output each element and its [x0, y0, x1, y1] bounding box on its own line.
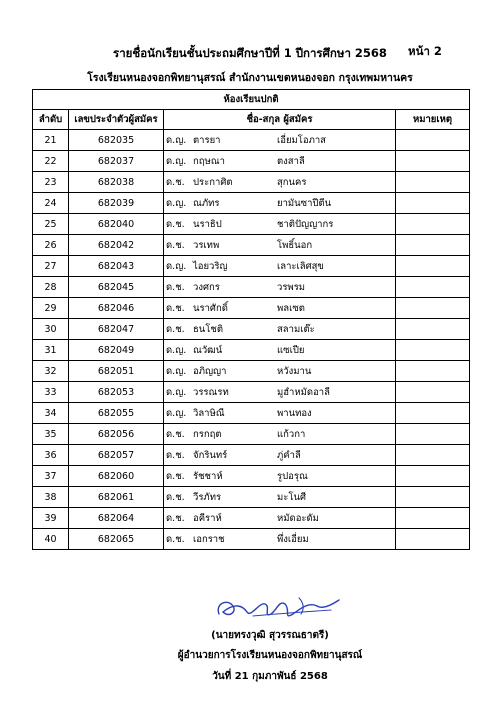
name-cell — [164, 403, 396, 424]
name-cell — [164, 340, 396, 361]
applicant-id-cell: 682060 — [69, 466, 164, 487]
first-name: นราศักดิ์ — [193, 302, 228, 314]
last-name: พึ่งเอี่ยม — [277, 533, 309, 545]
name-cell — [164, 445, 396, 466]
name-prefix: ด.ญ. — [166, 197, 187, 209]
name-cell — [164, 172, 396, 193]
order-cell: 29 — [33, 298, 69, 319]
applicant-id-cell: 682035 — [69, 130, 164, 151]
order-cell: 24 — [33, 193, 69, 214]
first-name: กฤษณา — [193, 155, 225, 167]
note-cell — [396, 319, 470, 340]
name-prefix: ด.ญ. — [166, 344, 187, 356]
col-header-applicant-id: เลขประจำตัวผู้สมัคร — [69, 110, 164, 130]
order-cell: 40 — [33, 529, 69, 550]
name-cell — [164, 424, 396, 445]
signature-date: วันที่ 21 กุมภาพันธ์ 2568 — [212, 671, 328, 682]
last-name: พานทอง — [277, 407, 312, 419]
col-header-name: ชื่อ-สกุล ผู้สมัคร — [164, 110, 396, 130]
applicant-id-cell: 682065 — [69, 529, 164, 550]
last-name: สุกนคร — [277, 176, 307, 188]
name-prefix: ด.ช. — [166, 470, 185, 482]
applicant-id-cell: 682038 — [69, 172, 164, 193]
note-cell — [396, 235, 470, 256]
name-prefix: ด.ช. — [166, 449, 185, 461]
last-name: ภู่คำลี — [277, 449, 301, 461]
first-name: ณวัฒน์ — [193, 344, 223, 356]
last-name: เลาะเลิศสุข — [277, 260, 324, 272]
applicant-id-cell: 682049 — [69, 340, 164, 361]
last-name: แก้วกา — [277, 428, 306, 440]
name-prefix: ด.ญ. — [166, 386, 187, 398]
name-prefix: ด.ญ. — [166, 134, 187, 146]
first-name: เอกราช — [193, 533, 225, 545]
applicant-id-cell: 682051 — [69, 361, 164, 382]
applicant-id-cell: 682039 — [69, 193, 164, 214]
name-prefix: ด.ช. — [166, 491, 185, 503]
first-name: วรรณรท — [193, 386, 229, 398]
note-cell — [396, 298, 470, 319]
order-cell: 31 — [33, 340, 69, 361]
applicant-id-cell: 682047 — [69, 319, 164, 340]
first-name: วีรภัทร — [193, 491, 222, 503]
note-cell — [396, 193, 470, 214]
table-row — [33, 214, 470, 235]
note-cell — [396, 340, 470, 361]
last-name: หวังมาน — [277, 365, 312, 377]
applicant-id-cell: 682057 — [69, 445, 164, 466]
name-cell — [164, 298, 396, 319]
last-name: รูปอรุณ — [277, 470, 308, 482]
table-row — [33, 466, 470, 487]
note-cell — [396, 361, 470, 382]
signer-position: ผู้อำนวยการโรงเรียนหนองจอกพิทยานุสรณ์ — [177, 650, 363, 661]
table-row — [33, 382, 470, 403]
first-name: จักรินทร์ — [193, 449, 228, 461]
page-number: หน้า 2 — [408, 44, 442, 58]
document-title: รายชื่อนักเรียนชั้นประถมศึกษาปีที่ 1 ปีการศึกษา 2568 — [113, 46, 387, 60]
name-cell — [164, 151, 396, 172]
table-row — [33, 403, 470, 424]
order-cell: 28 — [33, 277, 69, 298]
last-name: ชาติปัญญากร — [277, 218, 334, 230]
note-cell — [396, 508, 470, 529]
column-header-row — [33, 110, 470, 130]
first-name: อคีราห์ — [193, 512, 222, 524]
name-cell — [164, 130, 396, 151]
order-cell: 26 — [33, 235, 69, 256]
order-cell: 35 — [33, 424, 69, 445]
name-cell — [164, 529, 396, 550]
signer-name: (นายทรงวุฒิ สุวรรณธาตรี) — [211, 630, 329, 641]
table-row — [33, 487, 470, 508]
order-cell: 23 — [33, 172, 69, 193]
first-name: รัชชาห์ — [193, 470, 223, 482]
order-cell: 21 — [33, 130, 69, 151]
note-cell — [396, 277, 470, 298]
applicant-id-cell: 682046 — [69, 298, 164, 319]
applicant-id-cell: 682043 — [69, 256, 164, 277]
name-prefix: ด.ช. — [166, 176, 185, 188]
last-name: โพธิ์นอก — [277, 239, 313, 251]
note-cell — [396, 151, 470, 172]
order-cell: 36 — [33, 445, 69, 466]
section-header-row — [33, 90, 470, 110]
name-prefix: ด.ญ. — [166, 407, 187, 419]
name-prefix: ด.ญ. — [166, 365, 187, 377]
table-row — [33, 277, 470, 298]
name-cell — [164, 508, 396, 529]
note-cell — [396, 130, 470, 151]
name-cell — [164, 214, 396, 235]
applicant-id-cell: 682053 — [69, 382, 164, 403]
name-cell — [164, 256, 396, 277]
name-prefix: ด.ช. — [166, 302, 185, 314]
col-header-order: ลำดับ — [33, 110, 69, 130]
note-cell — [396, 529, 470, 550]
applicant-id-cell: 682064 — [69, 508, 164, 529]
table-row — [33, 529, 470, 550]
name-prefix: ด.ช. — [166, 239, 185, 251]
first-name: ตารยา — [193, 134, 221, 146]
last-name: เอี่ยมโอภาส — [277, 134, 326, 146]
applicant-id-cell: 682037 — [69, 151, 164, 172]
order-cell: 25 — [33, 214, 69, 235]
last-name: แซเปีย — [277, 344, 305, 356]
name-prefix: ด.ช. — [166, 512, 185, 524]
applicant-id-cell: 682055 — [69, 403, 164, 424]
col-header-note: หมายเหตุ — [396, 110, 470, 130]
order-cell: 34 — [33, 403, 69, 424]
applicant-id-cell: 682045 — [69, 277, 164, 298]
order-cell: 30 — [33, 319, 69, 340]
order-cell: 32 — [33, 361, 69, 382]
order-cell: 39 — [33, 508, 69, 529]
note-cell — [396, 403, 470, 424]
order-cell: 22 — [33, 151, 69, 172]
table-row — [33, 193, 470, 214]
first-name: ธนโชติ — [193, 323, 224, 335]
note-cell — [396, 172, 470, 193]
table-row — [33, 445, 470, 466]
first-name: อภิญญา — [193, 365, 227, 377]
note-cell — [396, 445, 470, 466]
note-cell — [396, 487, 470, 508]
table-row — [33, 361, 470, 382]
note-cell — [396, 214, 470, 235]
table-row — [33, 424, 470, 445]
table-row — [33, 319, 470, 340]
order-cell: 33 — [33, 382, 69, 403]
name-prefix: ด.ช. — [166, 218, 185, 230]
note-cell — [396, 424, 470, 445]
last-name: สลามเต๊ะ — [277, 323, 315, 335]
first-name: กรกฤต — [193, 428, 222, 440]
table-body — [33, 130, 470, 550]
table-row — [33, 172, 470, 193]
first-name: ไอยวริญ — [193, 260, 228, 272]
note-cell — [396, 382, 470, 403]
name-cell — [164, 382, 396, 403]
name-prefix: ด.ญ. — [166, 260, 187, 272]
first-name: วิลาษิณี — [193, 407, 225, 419]
order-cell: 27 — [33, 256, 69, 277]
table-row — [33, 235, 470, 256]
note-cell — [396, 256, 470, 277]
last-name: ตงสาลี — [277, 155, 305, 167]
last-name: มูฮำหมัดอาลี — [277, 386, 330, 398]
order-cell: 37 — [33, 466, 69, 487]
name-cell — [164, 487, 396, 508]
name-cell — [164, 193, 396, 214]
name-prefix: ด.ญ. — [166, 155, 187, 167]
first-name: วงศกร — [193, 281, 220, 293]
table-row — [33, 256, 470, 277]
applicant-id-cell: 682061 — [69, 487, 164, 508]
name-prefix: ด.ช. — [166, 428, 185, 440]
name-cell — [164, 277, 396, 298]
table-row — [33, 151, 470, 172]
section-title: ห้องเรียนปกติ — [33, 90, 470, 110]
first-name: ประกาศิต — [193, 176, 233, 188]
table-row — [33, 340, 470, 361]
applicant-id-cell: 682056 — [69, 424, 164, 445]
name-cell — [164, 361, 396, 382]
student-table — [32, 89, 470, 550]
first-name: นราธิป — [193, 218, 222, 230]
last-name: วรพรม — [277, 281, 306, 293]
last-name: ยามันซาปีตีน — [277, 197, 332, 209]
applicant-id-cell: 682042 — [69, 235, 164, 256]
name-cell — [164, 235, 396, 256]
signature-image — [213, 592, 343, 624]
applicant-id-cell: 682040 — [69, 214, 164, 235]
last-name: หมัดอะดัม — [277, 512, 319, 524]
first-name: ณภัทร — [193, 197, 220, 209]
last-name: พลเซต — [277, 302, 305, 314]
order-cell: 38 — [33, 487, 69, 508]
name-prefix: ด.ช. — [166, 533, 185, 545]
note-cell — [396, 466, 470, 487]
name-prefix: ด.ช. — [166, 323, 185, 335]
name-cell — [164, 319, 396, 340]
last-name: มะโนศี — [277, 491, 306, 503]
table-row — [33, 298, 470, 319]
table-row — [33, 508, 470, 529]
first-name: วรเทพ — [193, 239, 220, 251]
table-row — [33, 130, 470, 151]
name-prefix: ด.ช. — [166, 281, 185, 293]
name-cell — [164, 466, 396, 487]
school-name: โรงเรียนหนองจอกพิทยานุสรณ์ สำนักงานเขตหนองจอก กรุงเทพมหานคร — [87, 72, 413, 84]
